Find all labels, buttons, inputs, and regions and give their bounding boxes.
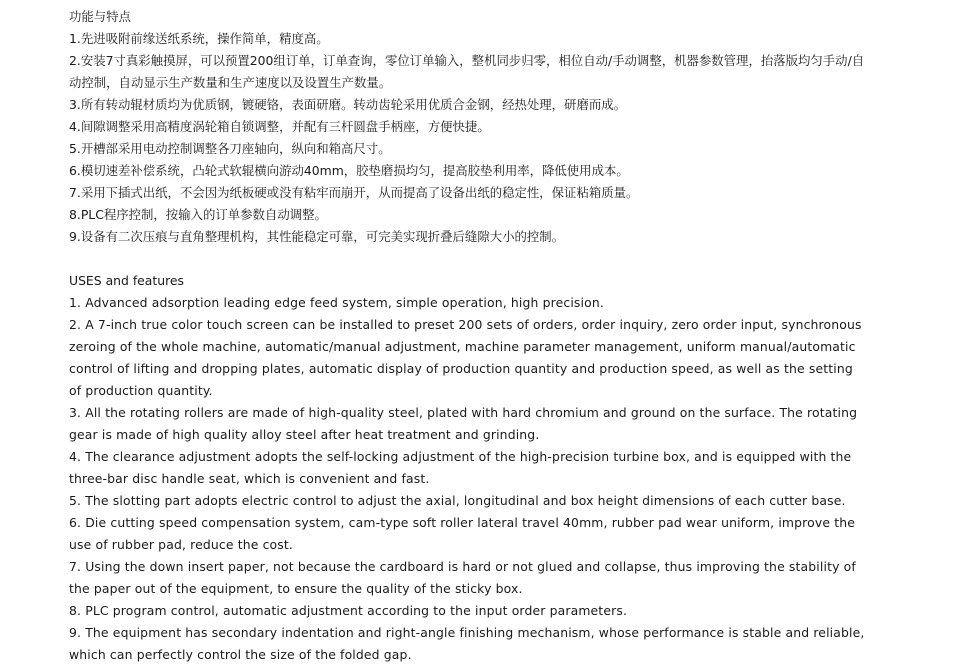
chinese-section-title: 功能与特点 xyxy=(69,9,131,24)
list-item: 8. PLC program control, automatic adjustment according to the input order parameters. xyxy=(69,603,628,618)
list-item: 9. The equipment has secondary indentation and right-angle finishing mechanism, whose performance is stable and reliable, which can perfectly control the size of the folded gap. xyxy=(69,625,865,662)
list-item: 4.间隙调整采用高精度涡轮箱自锁调整，并配有三杆圆盘手柄座，方便快捷。 xyxy=(69,119,490,134)
document-body xyxy=(69,6,869,666)
english-section xyxy=(69,270,869,666)
list-item: 7. Using the down insert paper, not because the cardboard is hard or not glued and collapse, thus improving the stability of the paper out of the equipment, to ensure the quality of the sticky box. xyxy=(69,559,856,596)
list-item: 6. Die cutting speed compensation system, cam-type soft roller lateral travel 40mm, rubber pad wear uniform, improve the use of rubber pad, reduce the cost. xyxy=(69,515,855,552)
list-item: 1. Advanced adsorption leading edge feed system, simple operation, high precision. xyxy=(69,295,604,310)
list-item: 6.模切速差补偿系统，凸轮式软辊横向游动40mm，胶垫磨损均匀，提高胶垫利用率，降低使用成本。 xyxy=(69,163,629,178)
list-item: 7.采用下插式出纸，不会因为纸板硬或没有粘牢而崩开，从而提高了设备出纸的稳定性，保证粘箱质量。 xyxy=(69,185,639,200)
list-item: 2. A 7-inch true color touch screen can be installed to preset 200 sets of orders, order inquiry, zero order input, synchronous zeroing of the whole machine, automatic/manual adjustment, machine parameter management, uniform manual/automatic control of lifting and dropping plates, automatic display of production quantity and production speed, as well as the setting of production quantity. xyxy=(69,317,862,398)
section-spacer xyxy=(69,248,869,270)
list-item: 1.先进吸附前缘送纸系统，操作简单，精度高。 xyxy=(69,31,329,46)
list-item: 2.安装7寸真彩触摸屏，可以预置200组订单，订单查询，零位订单输入，整机同步归零，相位自动/手动调整，机器参数管理，抬落版均匀手动/自动控制，自动显示生产数量和生产速度以及设置生产数量。 xyxy=(69,53,865,90)
list-item: 5. The slotting part adopts electric control to adjust the axial, longitudinal and box height dimensions of each cutter base. xyxy=(69,493,846,508)
list-item: 3. All the rotating rollers are made of high-quality steel, plated with hard chromium and ground on the surface. The rotating gear is made of high quality alloy steel after heat treatment and grinding. xyxy=(69,405,858,442)
english-section-title: USES and features xyxy=(69,273,185,288)
list-item: 5.开槽部采用电动控制调整各刀座轴向，纵向和箱高尺寸。 xyxy=(69,141,391,156)
list-item: 3.所有转动辊材质均为优质钢，镀硬铬，表面研磨。转动齿轮采用优质合金钢，经热处理，研磨而成。 xyxy=(69,97,627,112)
list-item: 9.设备有二次压痕与直角整理机构，其性能稳定可靠，可完美实现折叠后缝隙大小的控制。 xyxy=(69,229,565,244)
list-item: 4. The clearance adjustment adopts the self-locking adjustment of the high-precision turbine box, and is equipped with the three-bar disc handle seat, which is convenient and fast. xyxy=(69,449,852,486)
list-item: 8.PLC程序控制，按输入的订单参数自动调整。 xyxy=(69,207,327,222)
chinese-section xyxy=(69,6,869,248)
